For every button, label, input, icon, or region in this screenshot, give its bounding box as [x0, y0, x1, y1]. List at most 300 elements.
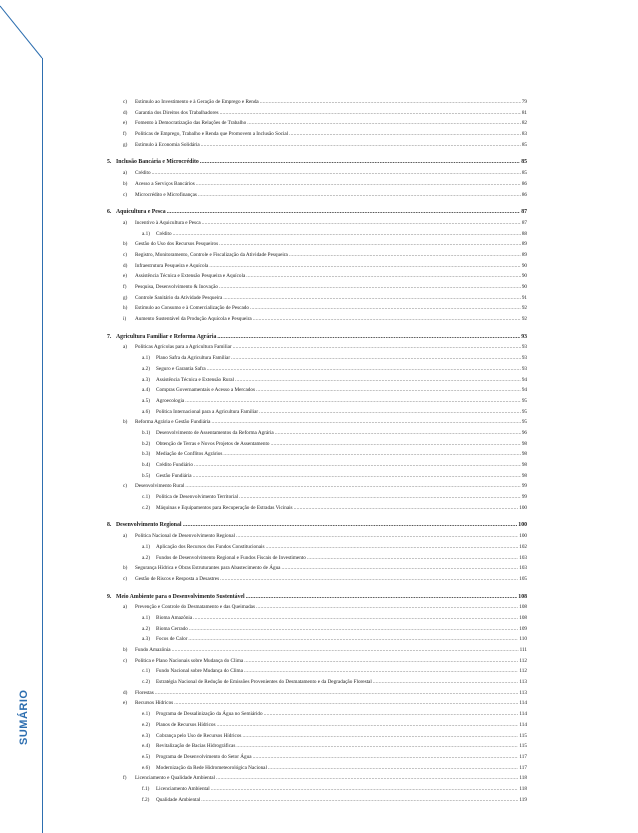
toc-entry-page: 100 — [519, 504, 527, 511]
toc-entry-number: c.2) — [142, 679, 150, 686]
toc-entry-number: c.1) — [142, 494, 150, 501]
toc-entry[interactable] — [107, 613, 527, 624]
toc-entry-page: 100 — [518, 522, 527, 529]
toc-entry-number: 7. — [107, 333, 112, 340]
toc-entry-page: 105 — [519, 575, 527, 582]
section-spacer — [107, 585, 527, 592]
toc-entry-number: a.5) — [142, 397, 150, 404]
toc-entry-number: f.2) — [142, 796, 150, 803]
toc-entry-page: 95 — [521, 419, 527, 426]
toc-leader-dots — [209, 261, 520, 272]
toc-entry[interactable] — [107, 108, 527, 119]
toc-entry-number: g) — [123, 141, 128, 148]
toc-entry-page: 93 — [521, 365, 527, 372]
toc-leader-dots — [256, 602, 518, 613]
toc-leader-dots — [264, 709, 519, 720]
toc-entry[interactable] — [107, 602, 527, 613]
toc-leader-dots — [246, 271, 521, 282]
toc-entry-number: a.2) — [142, 554, 150, 561]
toc-entry[interactable] — [107, 364, 527, 375]
toc-leader-dots — [289, 129, 521, 140]
toc-entry-page: 99 — [521, 483, 527, 490]
toc-entry-page: 98 — [521, 440, 527, 447]
toc-entry-title: Licenciamento Ambiental — [156, 785, 210, 792]
sidebar-summary-label[interactable]: SUMÁRIO — [18, 689, 30, 745]
toc-entry-title: Planos de Recursos Hídricos — [156, 721, 216, 728]
toc-entry[interactable] — [107, 795, 527, 806]
toc-section-entry[interactable] — [107, 207, 527, 218]
toc-entry-number: d) — [123, 689, 128, 696]
toc-entry-title: Cobrança pelo Uso de Recursos Hídricos — [156, 732, 242, 739]
toc-leader-dots — [200, 157, 520, 168]
toc-entry[interactable] — [107, 720, 527, 731]
toc-entry-title: Programa de Desenvolvimento do Setor Água — [156, 753, 252, 760]
toc-entry-number: b.1) — [142, 429, 151, 436]
toc-entry-number: f) — [123, 131, 127, 138]
toc-section-entry[interactable] — [107, 592, 527, 603]
toc-entry[interactable] — [107, 396, 527, 407]
toc-entry-title: Meio Ambiente para o Desenvolvimento Sustentável — [116, 593, 245, 600]
toc-leader-dots — [246, 592, 518, 603]
toc-entry-title: Fomento à Democratização das Relações de Trabalho — [135, 120, 247, 127]
toc-entry-number: a.6) — [142, 408, 150, 415]
toc-entry-title: Acesso a Serviços Bancários — [135, 180, 195, 187]
toc-leader-dots — [281, 563, 518, 574]
toc-entry-number: a) — [123, 344, 128, 351]
toc-entry[interactable] — [107, 574, 527, 585]
toc-entry[interactable] — [107, 542, 527, 553]
toc-leader-dots — [219, 282, 521, 293]
toc-entry-title: Assistência Técnica e Extensão Rural — [156, 376, 234, 383]
toc-entry-number: c.1) — [142, 668, 150, 675]
toc-entry-page: 82 — [521, 120, 527, 127]
toc-entry-title: Seguro e Garantia Safra — [156, 365, 206, 372]
toc-entry-page: 108 — [519, 604, 527, 611]
toc-leader-dots — [220, 574, 518, 585]
toc-entry-page: 89 — [521, 241, 527, 248]
toc-leader-dots — [233, 342, 521, 353]
toc-entry-page: 83 — [521, 131, 527, 138]
toc-entry[interactable] — [107, 303, 527, 314]
toc-entry[interactable] — [107, 741, 527, 752]
toc-entry-number: b) — [123, 241, 128, 248]
toc-entry-number: f.1) — [142, 785, 150, 792]
toc-entry[interactable] — [107, 449, 527, 460]
toc-entry[interactable] — [107, 563, 527, 574]
toc-entry-title: Prevenção e Controle do Desmatamento e das Queimadas — [135, 604, 255, 611]
toc-entry-page: 109 — [519, 625, 527, 632]
toc-leader-dots — [239, 492, 521, 503]
toc-entry-title: Florestas — [135, 689, 154, 696]
toc-leader-dots — [189, 624, 518, 635]
toc-entry-number: d) — [123, 262, 128, 269]
toc-leader-dots — [231, 353, 521, 364]
toc-entry[interactable] — [107, 417, 527, 428]
corner-decoration — [0, 0, 60, 60]
toc-entry-page: 103 — [519, 565, 527, 572]
toc-entry-title: Programa de Dessalinização da Água no Semiárido — [156, 711, 263, 718]
toc-entry[interactable] — [107, 709, 527, 720]
toc-leader-dots — [244, 666, 519, 677]
toc-entry-number: b.2) — [142, 440, 151, 447]
toc-entry-page: 108 — [518, 593, 527, 600]
toc-entry-title: Registro, Monitoramento, Controle e Fiscalização da Atividade Pesqueira — [135, 251, 288, 258]
toc-leader-dots — [173, 229, 521, 240]
toc-entry-page: 110 — [519, 636, 527, 643]
toc-entry-number: a.1) — [142, 230, 150, 237]
toc-entry[interactable] — [107, 407, 527, 418]
toc-entry[interactable] — [107, 190, 527, 201]
toc-leader-dots — [256, 385, 521, 396]
toc-leader-dots — [250, 303, 521, 314]
toc-entry-number: c) — [123, 575, 128, 582]
toc-entry-title: Revitalização de Bacias Hidrográficas — [156, 743, 236, 750]
toc-entry[interactable] — [107, 698, 527, 709]
toc-leader-dots — [289, 250, 521, 261]
toc-entry-number: e.1) — [142, 711, 150, 718]
toc-entry-number: f) — [123, 775, 127, 782]
toc-entry-title: Compras Governamentais e Acesso a Mercados — [156, 387, 255, 394]
toc-entry[interactable] — [107, 375, 527, 386]
toc-entry[interactable] — [107, 763, 527, 774]
toc-leader-dots — [172, 645, 519, 656]
toc-entry-page: 114 — [519, 711, 527, 718]
toc-entry-title: Agroecologia — [156, 397, 185, 404]
toc-leader-dots — [223, 449, 520, 460]
toc-leader-dots — [235, 375, 521, 386]
toc-entry-page: 79 — [521, 99, 527, 105]
toc-leader-dots — [236, 531, 518, 542]
toc-entry-title: Aumento Sustentável da Produção Aquícola e Pesqueira — [135, 316, 252, 323]
toc-entry-title: Desenvolvimento Rural — [135, 483, 185, 490]
toc-entry[interactable] — [107, 314, 527, 325]
toc-entry-page: 91 — [521, 294, 527, 301]
toc-entry-page: 87 — [521, 209, 527, 216]
toc-entry-title: Obtenção de Terras e Novos Projetos de Assentamento — [156, 440, 270, 447]
toc-entry-page: 108 — [519, 614, 527, 621]
toc-entry-page: 112 — [519, 657, 527, 664]
toc-entry[interactable] — [107, 666, 527, 677]
toc-entry-number: c.2) — [142, 504, 150, 511]
toc-entry-number: e) — [123, 120, 128, 127]
toc-entry-page: 98 — [521, 462, 527, 468]
toc-leader-dots — [183, 520, 518, 531]
toc-entry[interactable] — [107, 282, 527, 293]
toc-entry-page: 102 — [519, 543, 527, 550]
toc-leader-dots — [219, 239, 521, 250]
toc-entry[interactable] — [107, 239, 527, 250]
toc-entry-page: 93 — [521, 333, 527, 340]
section-spacer — [107, 200, 527, 207]
toc-entry-number: a.3) — [142, 636, 150, 643]
toc-entry-number: c) — [123, 657, 128, 664]
toc-entry-number: b) — [123, 419, 128, 426]
toc-entry[interactable] — [107, 656, 527, 667]
toc-leader-dots — [216, 773, 518, 784]
toc-entry[interactable] — [107, 645, 527, 656]
toc-entry-page: 98 — [521, 451, 527, 458]
toc-entry-number: b) — [123, 180, 128, 187]
toc-entry-page: 117 — [519, 764, 527, 771]
toc-leader-dots — [211, 784, 519, 795]
toc-entry-number: a.1) — [142, 355, 150, 362]
toc-entry-number: e.6) — [142, 764, 150, 771]
toc-entry-title: Controle Sanitário da Atividade Pesqueira — [135, 294, 223, 301]
toc-entry-page: 92 — [521, 305, 527, 312]
section-spacer — [107, 325, 527, 332]
toc-leader-dots — [193, 613, 518, 624]
toc-entry-number: 8. — [107, 522, 112, 529]
toc-entry[interactable] — [107, 293, 527, 304]
toc-entry[interactable] — [107, 503, 527, 514]
toc-entry-title: Máquinas e Equipamentos para Recuperação de Estradas Vicinais — [156, 504, 293, 511]
toc-entry-number: a) — [123, 170, 128, 177]
toc-entry-page: 90 — [521, 284, 527, 290]
toc-entry-title: Estímulo à Economia Solidária — [135, 141, 200, 148]
toc-entry-page: 112 — [519, 668, 527, 675]
toc-entry-number: a.1) — [142, 543, 150, 550]
toc-entry-title: Pesquisa, Desenvolvimento & Inovação — [135, 284, 218, 290]
toc-entry-number: a.2) — [142, 365, 150, 372]
toc-entry-title: Política Internacional para a Agricultura Familiar — [156, 408, 259, 415]
toc-entry[interactable] — [107, 752, 527, 763]
toc-entry-title: Fundo Nacional sobre Mudança do Clima — [156, 668, 243, 675]
toc-entry-page: 93 — [521, 355, 527, 362]
toc-entry-number: e) — [123, 700, 128, 707]
toc-entry-page: 113 — [519, 679, 527, 686]
toc-entry[interactable] — [107, 229, 527, 240]
toc-entry-page: 87 — [521, 219, 527, 226]
toc-leader-dots — [259, 407, 521, 418]
toc-entry[interactable] — [107, 773, 527, 784]
toc-leader-dots — [201, 795, 518, 806]
toc-entry[interactable] — [107, 385, 527, 396]
toc-leader-dots — [268, 763, 518, 774]
toc-entry-number: e.3) — [142, 732, 150, 739]
toc-entry-title: Agricultura Familiar e Reforma Agrária — [116, 333, 217, 340]
toc-leader-dots — [207, 364, 521, 375]
toc-leader-dots — [185, 396, 521, 407]
toc-entry-number: b) — [123, 647, 128, 653]
toc-entry-page: 85 — [521, 170, 527, 177]
toc-leader-dots — [167, 207, 521, 218]
toc-leader-dots — [242, 731, 518, 742]
toc-entry-page: 94 — [521, 387, 527, 394]
toc-entry-page: 81 — [521, 109, 527, 116]
toc-entry-title: Crédito Fundiário — [156, 462, 194, 468]
toc-entry-page: 114 — [519, 700, 527, 707]
toc-entry-title: Política de Desenvolvimento Territorial — [156, 494, 239, 501]
toc-entry-title: Política e Plano Nacionais sobre Mudança do Clima — [135, 657, 244, 664]
toc-entry-title: Política Nacional de Desenvolvimento Regional — [135, 533, 235, 540]
toc-leader-dots — [217, 720, 519, 731]
toc-entry[interactable] — [107, 179, 527, 190]
toc-entry-title: Incentivo à Aquicultura e Pesca — [135, 219, 201, 226]
toc-entry-page: 99 — [521, 494, 527, 501]
toc-entry-title: Assistência Técnica e Extensão Pesqueira e Aquícola — [135, 273, 246, 280]
toc-entry[interactable] — [107, 471, 527, 482]
toc-entry[interactable] — [107, 553, 527, 564]
toc-leader-dots — [211, 417, 520, 428]
toc-entry-page: 86 — [521, 191, 527, 198]
toc-leader-dots — [260, 97, 521, 108]
toc-entry[interactable] — [107, 531, 527, 542]
toc-entry-page: 113 — [519, 689, 527, 696]
toc-entry[interactable] — [107, 97, 527, 108]
toc-entry-number: c) — [123, 99, 128, 105]
toc-entry-title: Infraestrutura Pesqueira e Aquícola — [135, 262, 209, 269]
toc-entry[interactable] — [107, 261, 527, 272]
toc-entry-page: 86 — [521, 180, 527, 187]
toc-leader-dots — [198, 190, 521, 201]
toc-entry-number: a) — [123, 219, 128, 226]
toc-entry-title: Plano Safra da Agricultura Familiar — [156, 355, 231, 362]
toc-entry-title: Inclusão Bancária e Microcrédito — [116, 159, 199, 166]
toc-entry-number: f) — [123, 284, 127, 290]
toc-entry-title: Garantia dos Direitos dos Trabalhadores — [135, 109, 219, 116]
toc-entry-title: Políticas Agrícolas para a Agricultura Familiar — [135, 344, 232, 351]
toc-entry[interactable] — [107, 218, 527, 229]
toc-entry-page: 93 — [521, 344, 527, 351]
toc-section-entry[interactable] — [107, 332, 527, 343]
toc-entry[interactable] — [107, 460, 527, 471]
toc-entry-page: 95 — [521, 397, 527, 404]
toc-leader-dots — [174, 698, 518, 709]
toc-entry-number: a.4) — [142, 387, 150, 394]
toc-entry[interactable] — [107, 677, 527, 688]
toc-entry-title: Fundo Amazônia — [135, 647, 171, 653]
toc-entry-number: g) — [123, 294, 128, 301]
toc-leader-dots — [275, 428, 521, 439]
toc-entry-number: e) — [123, 273, 128, 280]
toc-entry-number: c) — [123, 251, 128, 258]
toc-leader-dots — [188, 634, 518, 645]
toc-entry[interactable] — [107, 634, 527, 645]
toc-entry-page: 118 — [519, 775, 527, 782]
toc-entry-title: Crédito — [135, 170, 151, 177]
toc-leader-dots — [236, 741, 518, 752]
toc-entry[interactable] — [107, 624, 527, 635]
toc-entry-number: e.5) — [142, 753, 150, 760]
toc-entry-title: Estímulo ao Consumo e à Comercialização de Pescado — [135, 305, 249, 312]
toc-leader-dots — [223, 293, 521, 304]
toc-section-entry[interactable] — [107, 157, 527, 168]
table-of-contents — [107, 97, 527, 805]
toc-entry-title: Fundos de Desenvolvimento Regional e Fundos Fiscais de Investimento — [156, 554, 306, 561]
toc-leader-dots — [244, 656, 518, 667]
toc-leader-dots — [194, 460, 521, 471]
toc-entry[interactable] — [107, 688, 527, 699]
toc-leader-dots — [196, 179, 521, 190]
toc-entry-number: 9. — [107, 593, 112, 600]
toc-entry-number: a.1) — [142, 614, 150, 621]
toc-entry-title: Políticas de Emprego, Trabalho e Renda que Promovem a Inclusão Social — [135, 131, 289, 138]
toc-entry-number: e.4) — [142, 743, 150, 750]
toc-entry-page: 88 — [521, 230, 527, 237]
toc-leader-dots — [220, 108, 521, 119]
toc-entry[interactable] — [107, 731, 527, 742]
toc-entry-page: 89 — [521, 251, 527, 258]
toc-entry-page: 90 — [521, 262, 527, 269]
toc-entry-title: Reforma Agrária e Gestão Fundiária — [135, 419, 211, 426]
toc-entry-title: Gestão de Riscos e Resposta a Desastres — [135, 575, 220, 582]
toc-entry-number: a.2) — [142, 625, 150, 632]
toc-entry-title: Microcrédito e Microfinanças — [135, 191, 197, 198]
toc-entry[interactable] — [107, 784, 527, 795]
toc-entry-title: Aquicultura e Pesca — [116, 209, 166, 216]
toc-leader-dots — [294, 503, 519, 514]
toc-entry-title: Desenvolvimento Regional — [116, 522, 182, 529]
toc-entry-number: c) — [123, 191, 128, 198]
toc-entry[interactable] — [107, 353, 527, 364]
toc-entry[interactable] — [107, 428, 527, 439]
toc-section-entry[interactable] — [107, 520, 527, 531]
toc-entry[interactable] — [107, 492, 527, 503]
toc-entry[interactable] — [107, 481, 527, 492]
toc-entry-title: Bioma Amazônia — [156, 614, 193, 621]
toc-entry-page: 96 — [521, 429, 527, 436]
toc-entry-number: h) — [123, 305, 128, 312]
toc-leader-dots — [217, 332, 520, 343]
toc-entry[interactable] — [107, 118, 527, 129]
toc-entry-title: Mediação de Conflitos Agrários — [156, 451, 223, 458]
toc-entry[interactable] — [107, 250, 527, 261]
toc-leader-dots — [152, 168, 521, 179]
toc-entry-number: i) — [123, 316, 127, 323]
toc-entry[interactable] — [107, 271, 527, 282]
toc-entry-title: Qualidade Ambiental — [156, 796, 201, 803]
toc-entry-number: a) — [123, 604, 128, 611]
toc-entry-page: 117 — [519, 753, 527, 760]
toc-entry-number: a.3) — [142, 376, 150, 383]
toc-leader-dots — [193, 471, 521, 482]
toc-entry-title: Focos de Calor — [156, 636, 188, 643]
toc-leader-dots — [373, 677, 519, 688]
toc-entry-title: Modernização da Rede Hidrometeorológica Nacional — [156, 764, 267, 771]
toc-entry-title: Recursos Hídricos — [135, 700, 174, 707]
toc-leader-dots — [247, 118, 521, 129]
toc-entry-page: 100 — [519, 533, 527, 540]
toc-entry-title: Aplicação dos Recursos dos Fundos Constitucionais — [156, 543, 265, 550]
toc-entry[interactable] — [107, 129, 527, 140]
toc-entry-number: b) — [123, 565, 128, 572]
toc-leader-dots — [307, 553, 518, 564]
toc-entry-page: 98 — [521, 472, 527, 479]
toc-entry[interactable] — [107, 168, 527, 179]
toc-entry-number: a) — [123, 533, 128, 540]
toc-leader-dots — [155, 688, 519, 699]
toc-entry-title: Bioma Cerrado — [156, 625, 188, 632]
toc-entry-page: 103 — [519, 554, 527, 561]
toc-entry-page: 92 — [521, 316, 527, 323]
toc-entry-page: 94 — [521, 376, 527, 383]
toc-entry[interactable] — [107, 140, 527, 151]
toc-leader-dots — [185, 481, 520, 492]
toc-entry-title: Segurança Hídrica e Obras Estruturantes para Abastecimento de Água — [135, 565, 281, 572]
toc-entry[interactable] — [107, 342, 527, 353]
toc-leader-dots — [202, 218, 521, 229]
toc-entry-number: c) — [123, 483, 128, 490]
toc-entry[interactable] — [107, 439, 527, 450]
section-spacer — [107, 150, 527, 157]
toc-entry-title: Licenciamento e Qualidade Ambiental — [135, 775, 215, 782]
toc-entry-page: 114 — [519, 721, 527, 728]
section-spacer — [107, 513, 527, 520]
toc-entry-number: b.3) — [142, 451, 151, 458]
toc-leader-dots — [253, 314, 521, 325]
toc-entry-page: 90 — [521, 273, 527, 280]
toc-entry-page: 115 — [519, 743, 527, 750]
